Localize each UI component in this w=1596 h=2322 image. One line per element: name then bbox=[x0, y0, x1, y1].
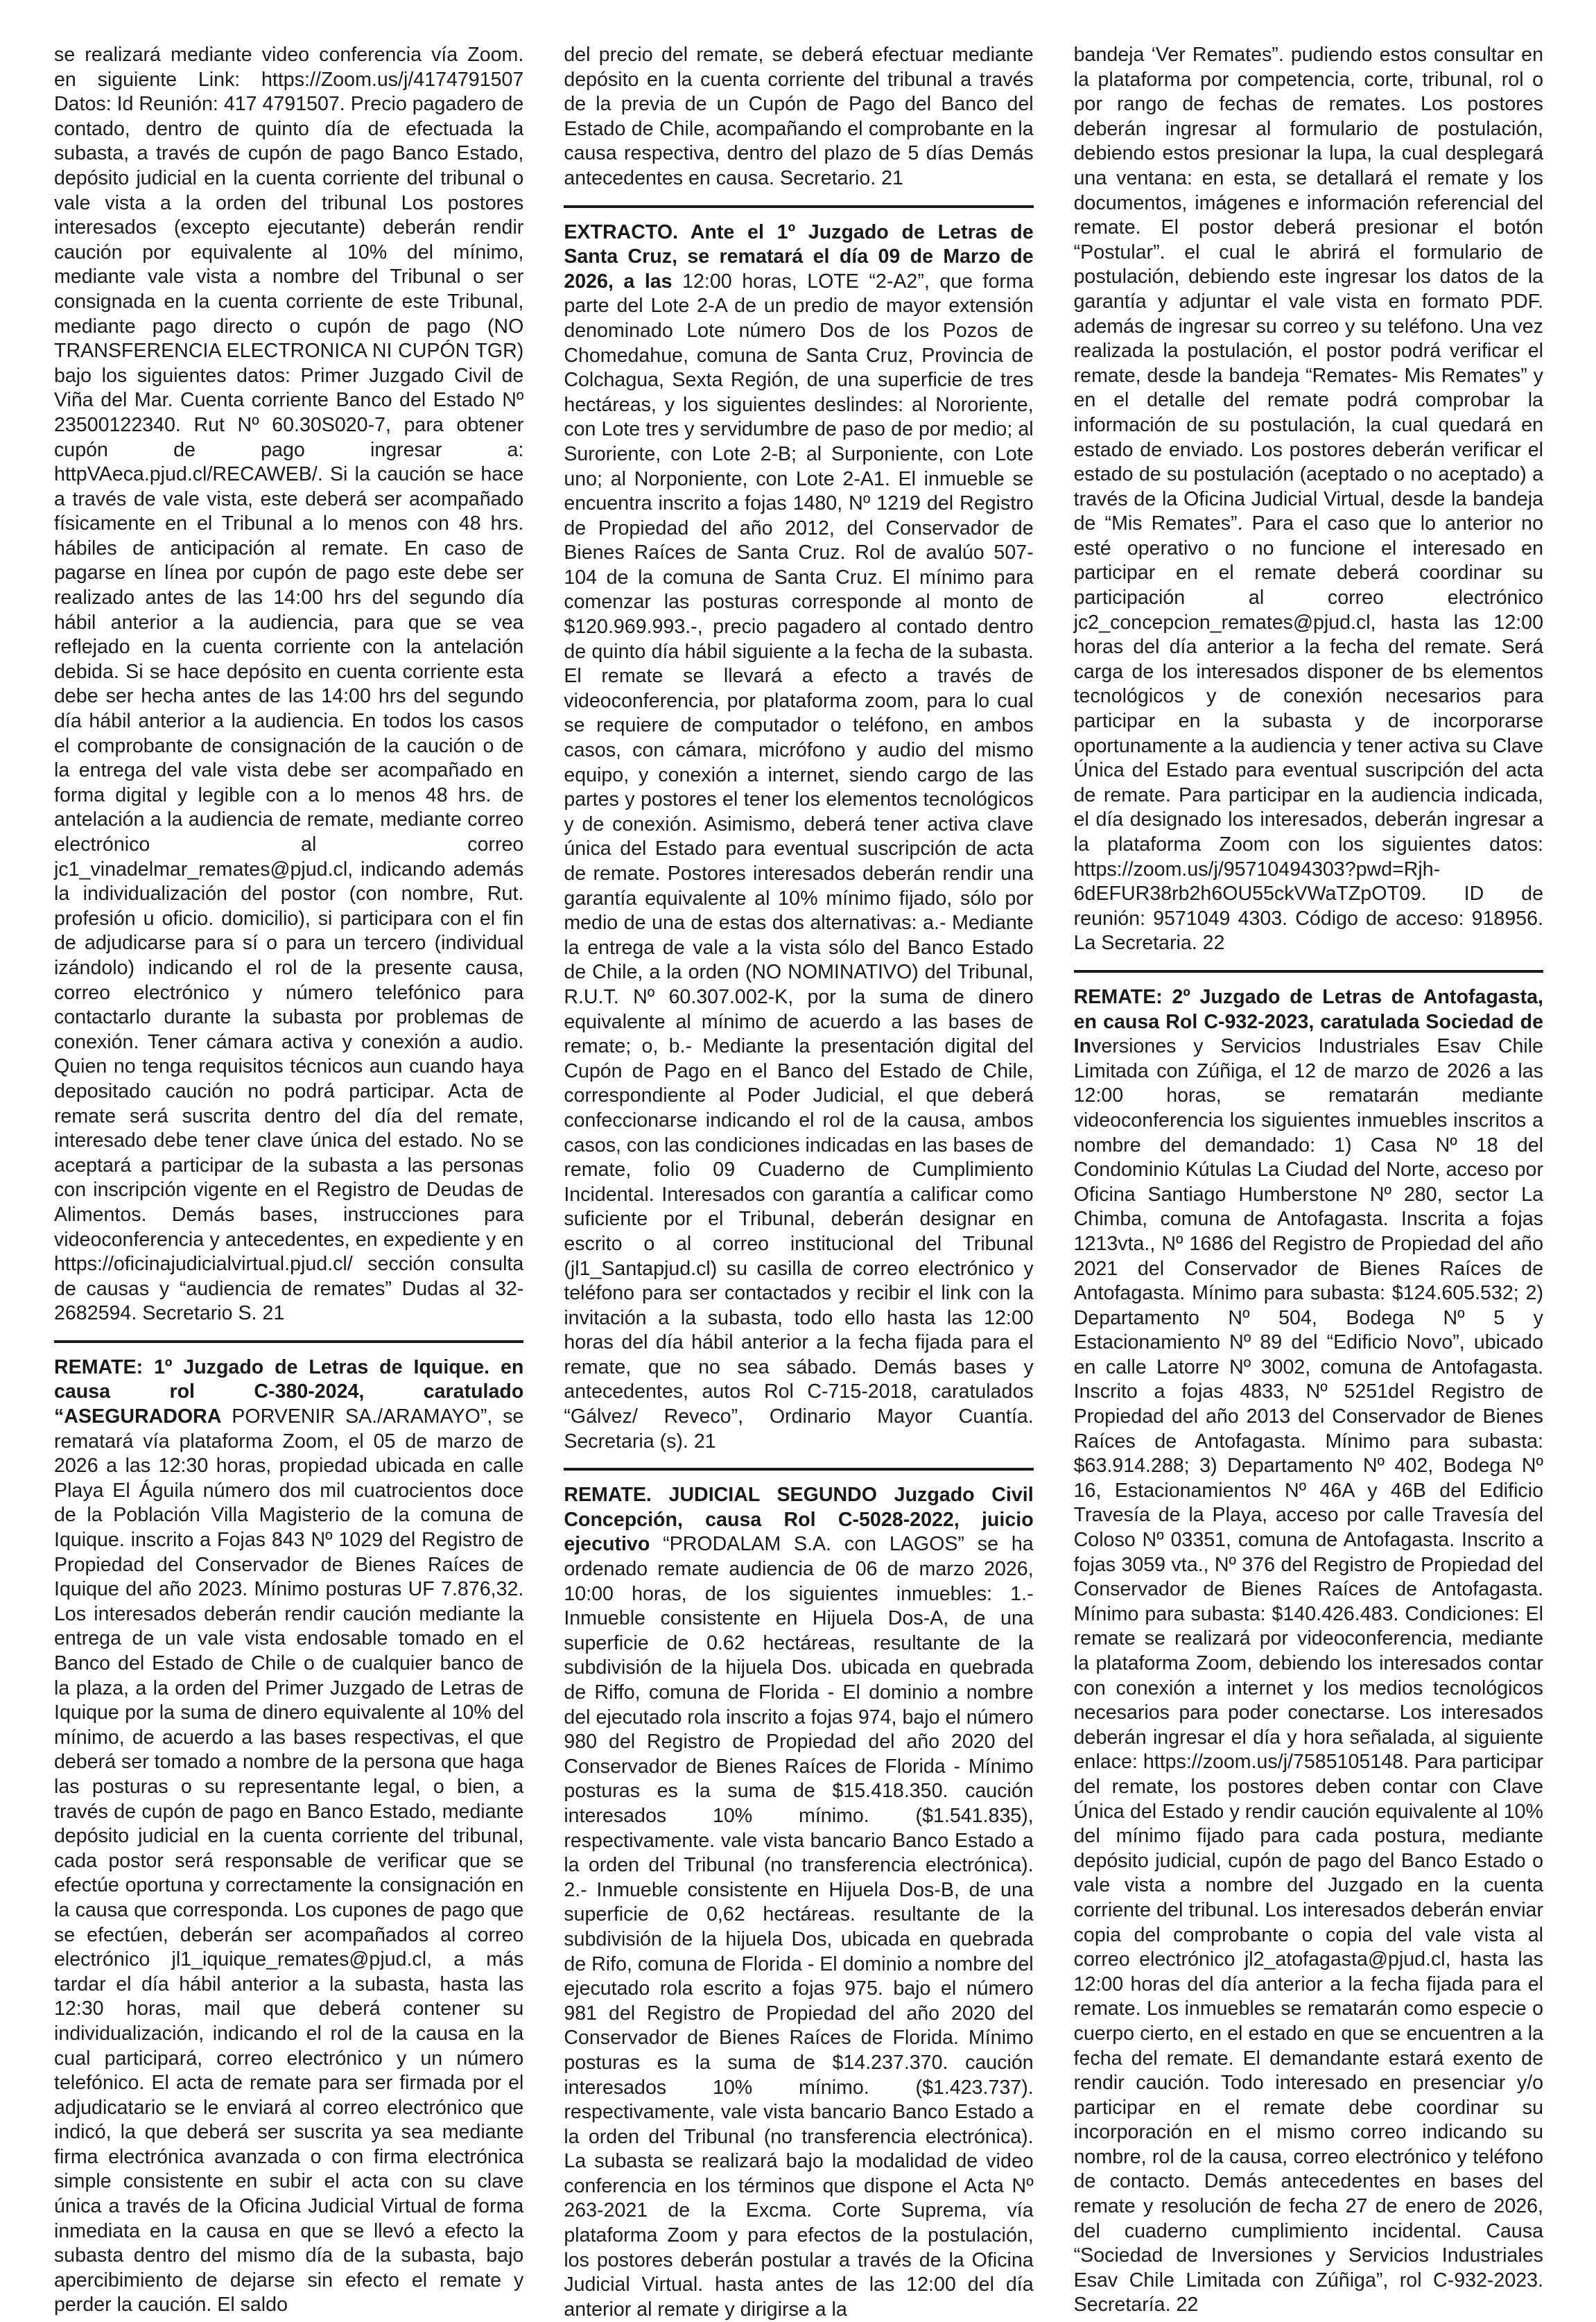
notice-concepcion bbox=[564, 1483, 1033, 2322]
notice-heading: EXTRACTO. Ante el 1º Juzgado de Letras de Santa Cruz, se rematará el día 09 de Marzo de 2026, a las bbox=[564, 220, 1034, 293]
notice-antofagasta bbox=[1074, 985, 1543, 2318]
notice-text bbox=[1074, 985, 1543, 2318]
notice-body: se realizará mediante video conferencia vía Zoom. en siguiente Link: https://Zoom.us/j/4174791507 Datos: Id Reunión: 417 4791507. Precio pagadero de contado, dentro de quinto día de efectuada la subasta, a través de cupón de pago Banco Estado, depósito judicial en la cuenta corriente del tribunal o vale vista a la orden del tribunal Los postores interesados (excepto ejecutante) deberán rendir caución por equivalente al 10% del mínimo, mediante vale vista a nombre del Tribunal o ser consignada en la cuenta corriente de este Tribunal, mediante pago directo o cupón de pago (NO TRANSFERENCIA ELECTRONICA NI CUPÓN TGR) bajo los siguientes datos: Primer Juzgado Civil de Viña del Mar. Cuenta corriente Banco del Estado Nº 23500122340. Rut Nº 60.30S020-7, para obtener cupón de pago ingresar a: httpVAeca.pjud.cl/RECAWEB/. Si la caución se hace a través de vale vista, este deberá ser acompañado físicamente en el Tribunal a lo menos con 48 hrs. hábiles de anticipación al remate. En caso de pagarse en línea por cupón de pago este debe ser realizado antes de las 14:00 hrs del segundo día hábil anterior a la audiencia, para que se vea reflejado en la cuenta corriente con la antelación debida. Si se hace depósito en cuenta corriente esta debe ser hecha antes de las 14:00 hrs del segundo día hábil anterior a la audiencia. En todos los casos el comprobante de consignación de la caución o de la entrega del vale vista debe ser acompañado en forma digital y legible con a lo menos 48 hrs. de antelación a la audiencia de remate, mediante correo electrónico al correo jc1_vinadelmar_remates@pjud.cl, indicando además la individualización del postor (con nombre, Rut. profesión u oficio. domicilio), si participara con el fin de adjudicarse para sí o para un tercero (individual izándolo) indicando el rol de la presente causa, correo electrónico y número telefónico para contactarlo durante la subasta por problemas de conexión. Tener cámara activa y conexión a audio. Quien no tenga requisitos técnicos aun cuando haya depositado caución no podrá participar. Acta de remate será suscrita dentro del día del remate, interesado debe tener clave única del estado. No se aceptará a participar de la subasta a las personas con inscripción vigente en el Registro de Deudas de Alimentos. Demás bases, instrucciones para videoconferencia y antecedentes, en expediente y en https://oficinajudicialvirtual.pjud.cl/ sección consulta de causas y “audiencia de remates” Dudas al 32-2682594. Secretario S. 21 bbox=[54, 44, 524, 1325]
notice-text bbox=[1074, 43, 1543, 956]
notice-text bbox=[54, 1355, 523, 2318]
column-3 bbox=[1074, 43, 1543, 2322]
notice-heading: REMATE. JUDICIAL SEGUNDO Juzgado Civil Concepción, causa Rol C-5028-2022, juicio ejecutivo bbox=[564, 1484, 1034, 1556]
notice-heading: REMATE: 2º Juzgado de Letras de Antofagasta, en causa Rol C-932-2023, caratulada Sociedad de In bbox=[1073, 985, 1543, 1058]
notice-body: “PRODALAM S.A. con LAGOS” se ha ordenado remate audiencia de 06 de marzo 2026, 10:00 horas, de los siguientes inmuebles: 1.- Inmueble consistente en Hijuela Dos-A, de una superficie de 0.62 hectáreas, resultante de la subdivisión de la hijuela Dos. ubicada en quebrada de Riffo, comuna de Florida - El dominio a nombre del ejecutado rola inscrito a fojas 974, bajo el número 980 del Registro de Propiedad del año 2020 del Conservador de Bienes Raíces de Florida - Mínimo posturas es la suma de $15.418.350. caución interesados 10% mínimo. ($1.541.835), respectivamente. vale vista bancario Banco Estado a la orden del Tribunal (no transferencia electrónica). 2.- Inmueble consistente en Hijuela Dos-B, de una superficie de 0,62 hectáreas. resultante de la subdivisión de la hijuela Dos, ubicada en quebrada de Rifo, comuna de Florida - El dominio a nombre del ejecutado rola escrito a fojas 975. bajo el número 981 del Registro de Propiedad del año 2020 del Conservador de Bienes Raíces de Florida. Mínimo posturas es la suma de $14.237.370. caución interesados 10% mínimo. ($1.423.737). respectivamente, vale vista bancario Banco Estado a la orden del Tribunal (no transferencia electrónica). La subasta se realizará bajo la modalidad de video conferencia en los términos que dispone el Acta Nº 263-2021 de la Excma. Corte Suprema, vía plataforma Zoom y para efectos de la postulación, los postores deberán postular a través de la Oficina Judicial Virtual. hasta antes de las 12:00 del día anterior al remate y dirigirse a la bbox=[564, 1533, 1034, 2321]
notice-continuation-vina bbox=[54, 43, 523, 1326]
notice-text bbox=[564, 1483, 1033, 2322]
notice-iquique bbox=[54, 1355, 523, 2318]
column-1 bbox=[54, 43, 523, 2322]
notice-divider bbox=[564, 1468, 1033, 1471]
notice-text bbox=[564, 43, 1033, 191]
notice-body: bandeja ‘Ver Remates”. pudiendo estos consultar en la plataforma por competencia, corte, tribunal, rol o por rango de fechas de remates. Los postores deberán ingresar al formulario de postulación, debiendo estos presionar la lupa, la cual desplegará una ventana: en esta, se detallará el remate y los documentos, imágenes e información referencial del remate. El postor deberá presionar el botón “Postular”. el cual le abrirá el formulario de postulación, debiendo este ingresar los datos de la garantía y adjuntar el vale vista en formato PDF. además de ingresar su correo y su teléfono. Una vez realizada la postulación, el postor podrá verificar el remate, desde la bandeja “Remates- Mis Remates” y en el detalle del remate podrá comprobar la información de su postulación, la cual quedará en estado de enviado. Los postores deberán verificar el estado de su postulación (aceptado o no aceptado) a través de la Oficina Judicial Virtual, desde la bandeja de “Mis Remates”. Para el caso que lo anterior no esté operativo o no funcione el interesado en participar en el remate deberá coordinar su participación al correo electrónico jc2_concepcion_remates@pjud.cl, hasta las 12:00 horas del día anterior a la fecha del remate. Será carga de los interesados disponer de bs elementos tecnológicos y de conexión necesarios para participar en la subasta y de incorporarse oportunamente a la audiencia y tener activa su Clave Única del Estado para eventual suscripción del acta de remate. Para participar en la audiencia indicada, el día designado los interesados, deberán ingresar a la plataforma Zoom con los siguientes datos: https://zoom.us/j/95710494303?pwd=Rjh-6dEFUR38rb2h6OU55ckVWaTZpOT09. ID de reunión: 9571049 4303. Código de acceso: 918956. La Secretaria. 22 bbox=[1073, 44, 1543, 955]
notice-divider bbox=[564, 205, 1033, 208]
notice-body: PORVENIR SA./ARAMAYO”, se rematará vía plataforma Zoom, el 05 de marzo de 2026 a las 12:30 horas, propiedad ubicada en calle Playa El Águila número dos mil cuatrocientos doce de la Población Villa Magisterio de la comuna de Iquique. inscrito a Fojas 843 Nº 1029 del Registro de Propiedad del Conservador de Bienes Raíces de Iquique del año 2023. Mínimo posturas UF 7.876,32. Los interesados deberán rendir caución mediante la entrega de un vale vista endosable tomado en el Banco del Estado de Chile o de cualquier banco de la plaza, a la orden del Primer Juzgado de Letras de Iquique por la suma de dinero equivalente al 10% del mínimo, de acuerdo a las bases respectivas, el que deberá ser tomado a nombre de la persona que haga las posturas o su representante legal, o bien, a través de cupón de pago en Banco Estado, mediante depósito judicial en la cuenta corriente del tribunal, cada postor será responsable de verificar que se efectúe oportuna y correctamente la consignación en la causa que corresponda. Los cupones de pago que se efectúen, deberán ser acompañados al correo electrónico jl1_iquique_remates@pjud.cl, a más tardar el día hábil anterior a la subasta, hasta las 12:30 horas, mail que deberá contener su individualización, indicando el rol de la causa en la cual participará, correo electrónico y un número telefónico. El acta de remate para ser firmada por el adjudicatario se le enviará al correo electrónico que indicó, la que deberá ser suscrita ya sea mediante firma electrónica avanzada o con firma electrónica simple consistente en subir el acta con su clave única a través de la Oficina Judicial Virtual de forma inmediata en la causa en que se llevó a efecto la subasta dentro del mismo día de la subasta, bajo apercibimiento de dejarse sin efecto el remate y perder la caución. El saldo bbox=[54, 1405, 524, 2316]
notice-text bbox=[564, 220, 1033, 1455]
column-2 bbox=[564, 43, 1033, 2322]
notice-continuation-iquique bbox=[564, 43, 1033, 191]
notice-body: versiones y Servicios Industriales Esav Chile Limitada con Zúñiga, el 12 de marzo de 2026 a las 12:00 horas, se rematarán mediante videoconferencia los siguientes inmuebles inscritos a nombre del demandado: 1) Casa Nº 18 del Condominio Kútulas La Ciudad del Norte, acceso por Oficina Santiago Humberstone Nº 280, sector La Chimba, comuna de Antofagasta. Inscrita a fojas 1213vta., Nº 1686 del Registro de Propiedad del año 2021 del Conservador de Bienes Raíces de Antofagasta. Mínimo para subasta: $124.605.532; 2) Departamento Nº 504, Bodega Nº 5 y Estacionamiento Nº 89 del “Edificio Novo”, ubicado en calle Latorre Nº 3002, comuna de Antofagasta. Inscrito a fojas 4833, Nº 5251del Registro de Propiedad del año 2013 del Conservador de Bienes Raíces de Antofagasta. Mínimo para subasta: $63.914.288; 3) Departamento Nº 402, Bodega Nº 16, Estacionamientos Nº 46A y 46B del Edificio Travesía de la Playa, acceso por calle Travesía del Coloso Nº 03351, comuna de Antofagasta. Inscrito a fojas 3059 vta., Nº 376 del Registro de Propiedad del Conservador de Bienes Raíces de Antofagasta. Mínimo para subasta: $140.426.483. Condiciones: El remate se realizará por videoconferencia, mediante la plataforma Zoom, debiendo los interesados contar con conexión a internet y los medios tecnológicos necesarios para poder conectarse. Los interesados deberán ingresar el día y hora señalada, al siguiente enlace: https://zoom.us/j/7585105148. Para participar del remate, los postores deben contar con Clave Única del Estado y rendir caución equivalente al 10% del mínimo fijado para cada postura, mediante depósito judicial, cupón de pago del Banco Estado o vale vista a nombre del Juzgado en la cuenta corriente del tribunal. Los interesados deberán enviar copia del comprobante o copia del vale vista al correo electrónico jl2_atofagasta@pjud.cl, hasta las 12:00 horas del día anterior a la fecha fijada para el remate. Los inmuebles se rematarán como especie o cuerpo cierto, en el estado en que se encuentren a la fecha del remate. El demandante estará exento de rendir caución. Todo interesado en presenciar y/o participar en el remate debe coordinar su incorporación en el mismo correo indicando su nombre, rol de la causa, correo electrónico y teléfono de contacto. Demás antecedentes en bases del remate y resolución de fecha 27 de enero de 2026, del cuaderno cumplimiento incidental. Causa “Sociedad de Inversiones y Servicios Industriales Esav Chile Limitada con Zúñiga”, rol C-932-2023. Secretaría. 22 bbox=[1073, 1035, 1543, 2316]
notice-body: 12:00 horas, LOTE “2-A2”, que forma parte del Lote 2-A de un predio de mayor extensión denominado Lote número Dos de los Pozos de Chomedahue, comuna de Santa Cruz, Provincia de Colchagua, Sexta Región, de una superficie de tres hectáreas, y los siguientes deslindes: al Nororiente, con Lote tres y servidumbre de paso de por medio; al Suroriente, con Lote 2-B; al Surponiente, con Lote uno; al Norponiente, con Lote 2-A1. El inmueble se encuentra inscrito a fojas 1480, Nº 1219 del Registro de Propiedad del año 2012, del Conservador de Bienes Raíces de Santa Cruz. Rol de avalúo 507-104 de la comuna de Santa Cruz. El mínimo para comenzar las posturas corresponde al monto de $120.969.993.-, precio pagadero al contado dentro de quinto día hábil siguiente a la fecha de la subasta. El remate se llevará a efecto a través de videoconferencia, por plataforma zoom, para lo cual se requiere de computador o teléfono, en ambos casos, con cámara, micrófono y audio del mismo equipo, y conexión a internet, siendo cargo de las partes y postores el tener los elementos tecnológicos y de conexión. Asimismo, deberá tener activa clave única del Estado para eventual suscripción de acta de remate. Postores interesados deberán rendir una garantía equivalente al 10% mínimo fijado, sólo por medio de una de estas dos alternativas: a.- Mediante la entrega de vale a la vista sólo del Banco Estado de Chile, a la orden (NO NOMINATIVO) del Tribunal, R.U.T. Nº 60.307.002-K, por la suma de dinero equivalente al mínimo de acuerdo a las bases de remate; o, b.- Mediante la presentación digital del Cupón de Pago en el Banco del Estado de Chile, correspondiente al Poder Judicial, el que deberá confeccionarse indicando el rol de la causa, ambos casos, con las condiciones indicadas en las bases de remate, folio 09 Cuaderno de Cumplimiento Incidental. Interesados con garantía a calificar como suficiente por el Tribunal, deberán designar en escrito o al correo institucional del Tribunal (jl1_Santapjud.cl) su casilla de correo electrónico y teléfono para ser contactados y recibir el link con la invitación a la subasta, todo ello hasta las 12:00 horas del día hábil anterior a la fecha fijada para el remate, que no sea sábado. Demás bases y antecedentes, autos Rol C-715-2018, caratulados “Gálvez/ Reveco”, Ordinario Mayor Cuantía. Secretaria (s). 21 bbox=[564, 270, 1034, 1453]
notice-divider bbox=[1074, 970, 1543, 973]
notice-santa-cruz bbox=[564, 220, 1033, 1455]
notice-body: del precio del remate, se deberá efectuar mediante depósito en la cuenta corriente del tribunal a través de la previa de un Cupón de Pago del Banco del Estado de Chile, acompañando el comprobante en la causa respectiva, dentro del plazo de 5 días Demás antecedentes en causa. Secretario. 21 bbox=[564, 44, 1034, 189]
notice-continuation-concepcion bbox=[1074, 43, 1543, 956]
notice-text bbox=[54, 43, 523, 1326]
notice-heading: REMATE: 1º Juzgado de Letras de Iquique. en causa rol C-380-2024, caratulado “ASEGURADORA bbox=[54, 1355, 524, 1428]
notice-divider bbox=[54, 1340, 523, 1343]
